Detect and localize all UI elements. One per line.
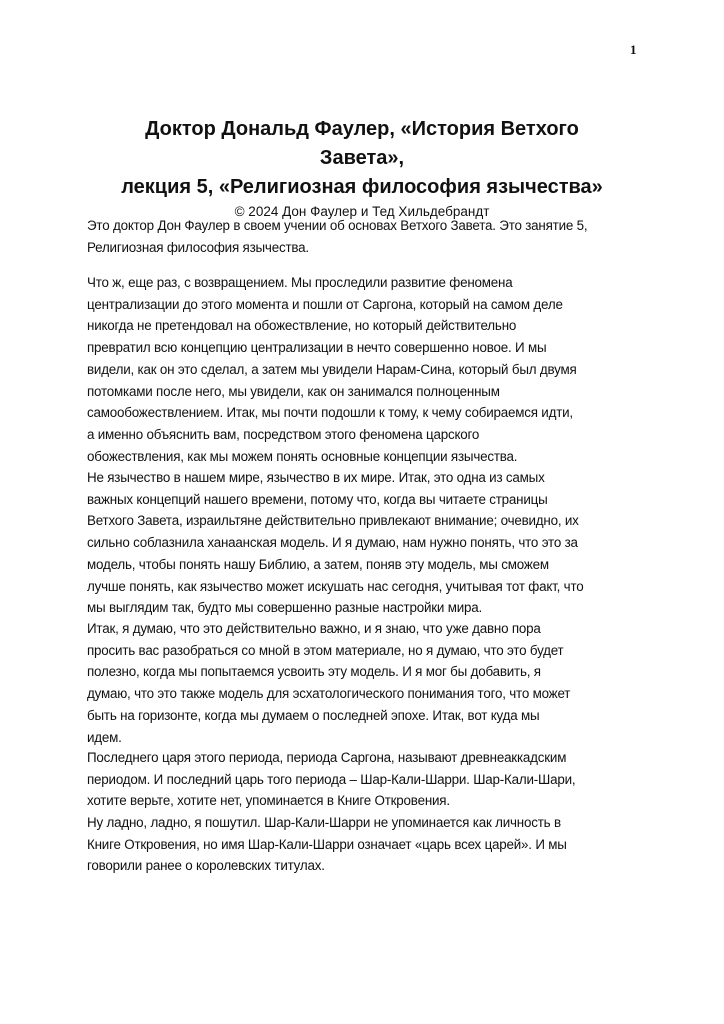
title-line: Доктор Дональд Фаулер, «История Ветхого <box>145 118 579 140</box>
paragraph-line: превратил всю концепцию централизации в нечто совершенно новое. И мы <box>87 340 547 356</box>
title-line: Завета», <box>319 147 405 169</box>
paragraph <box>87 215 587 258</box>
paragraph-line: говорили ранее о королевских титулах. <box>87 858 325 874</box>
paragraph-line: модель, чтобы понять нашу Библию, а затем, поняв эту модель, мы сможем <box>87 556 549 572</box>
paragraph-line: Это доктор Дон Фаулер в своем учении об основах Ветхого Завета. Это занятие 5, <box>87 218 588 233</box>
paragraph-line: Ветхого Завета, израильтяне действительно привлекают внимание; очевидно, их <box>87 513 579 529</box>
paragraph-line: Последнего царя этого периода, периода Саргона, называют древнеаккадским <box>87 750 567 765</box>
paragraph <box>87 747 575 812</box>
paragraph <box>87 467 583 619</box>
paragraph-line: важных концепций нашего времени, потому что, когда вы читаете страницы <box>87 491 548 507</box>
title-line: лекция 5, «Религиозная философия язычества» <box>121 176 603 198</box>
paragraph-line: просить вас разобраться со мной в этом материале, но я думаю, что это будет <box>87 642 564 658</box>
paragraph-line: обожествления, как мы можем понять основные концепции язычества. <box>87 448 518 464</box>
paragraph-line: а именно объяснить вам, посредством этого феномена царского <box>87 426 480 442</box>
paragraph-line: Религиозная философия язычества. <box>87 239 309 255</box>
paragraph-line: централизации до этого момента и пошли от Саргона, который на самом деле <box>87 296 563 312</box>
paragraph-line: лучше понять, как язычество может искушать нас сегодня, учитывая тот факт, что <box>87 578 584 594</box>
paragraph-line: думаю, что это также модель для эсхатологического понимания того, что может <box>87 686 571 702</box>
paragraph-line: Итак, я думаю, что это действительно важно, и я знаю, что уже давно пора <box>87 621 541 636</box>
paragraph <box>87 272 577 467</box>
paragraph-line: Книге Откровения, но имя Шар-Кали-Шарри означает «царь всех царей». И мы <box>87 836 567 852</box>
paragraph-line: видели, как он это сделал, а затем мы увидели Нарам-Сина, который был двумя <box>87 361 577 377</box>
paragraph-line: полезно, когда мы попытаемся усвоить эту модель. И я мог бы добавить, я <box>87 664 541 680</box>
paragraph-line: самообожествлением. Итак, мы почти подошли к тому, к чему собираемся идти, <box>87 405 573 421</box>
paragraph-line: хотите верьте, хотите нет, упоминается в Книге Откровения. <box>87 793 450 809</box>
document-title <box>0 115 724 202</box>
paragraph <box>87 812 567 877</box>
paragraph <box>87 618 570 748</box>
paragraph-line: периодом. И последний царь того периода – Шар-Кали-Шарри. Шар-Кали-Шари, <box>87 771 576 787</box>
paragraph-line: потомками после него, мы увидели, как он занимался полноценным <box>87 383 500 399</box>
paragraph-line: Не язычество в нашем мире, язычество в их мире. Итак, это одна из самых <box>87 470 545 485</box>
paragraph-line: мы выглядим так, будто мы совершенно разные настройки мира. <box>87 600 483 616</box>
paragraph-line: Что ж, еще раз, с возвращением. Мы проследили развитие феномена <box>87 275 513 290</box>
copyright: © 2024 Дон Фаулер и Тед Хильдебрандт <box>234 204 490 219</box>
paragraph-line: быть на горизонте, когда мы думаем о последней эпохе. Итак, вот куда мы <box>87 707 540 723</box>
paragraph-line: идем. <box>87 729 122 745</box>
paragraph-line: Ну ладно, ладно, я пошутил. Шар-Кали-Шарри не упоминается как личность в <box>87 815 561 830</box>
paragraph-line: никогда не претендовал на обожествление, но который действительно <box>87 318 517 334</box>
page-number: 1 <box>630 42 637 57</box>
paragraph-line: сильно соблазнила ханаанская модель. И я думаю, нам нужно понять, что это за <box>87 535 578 551</box>
